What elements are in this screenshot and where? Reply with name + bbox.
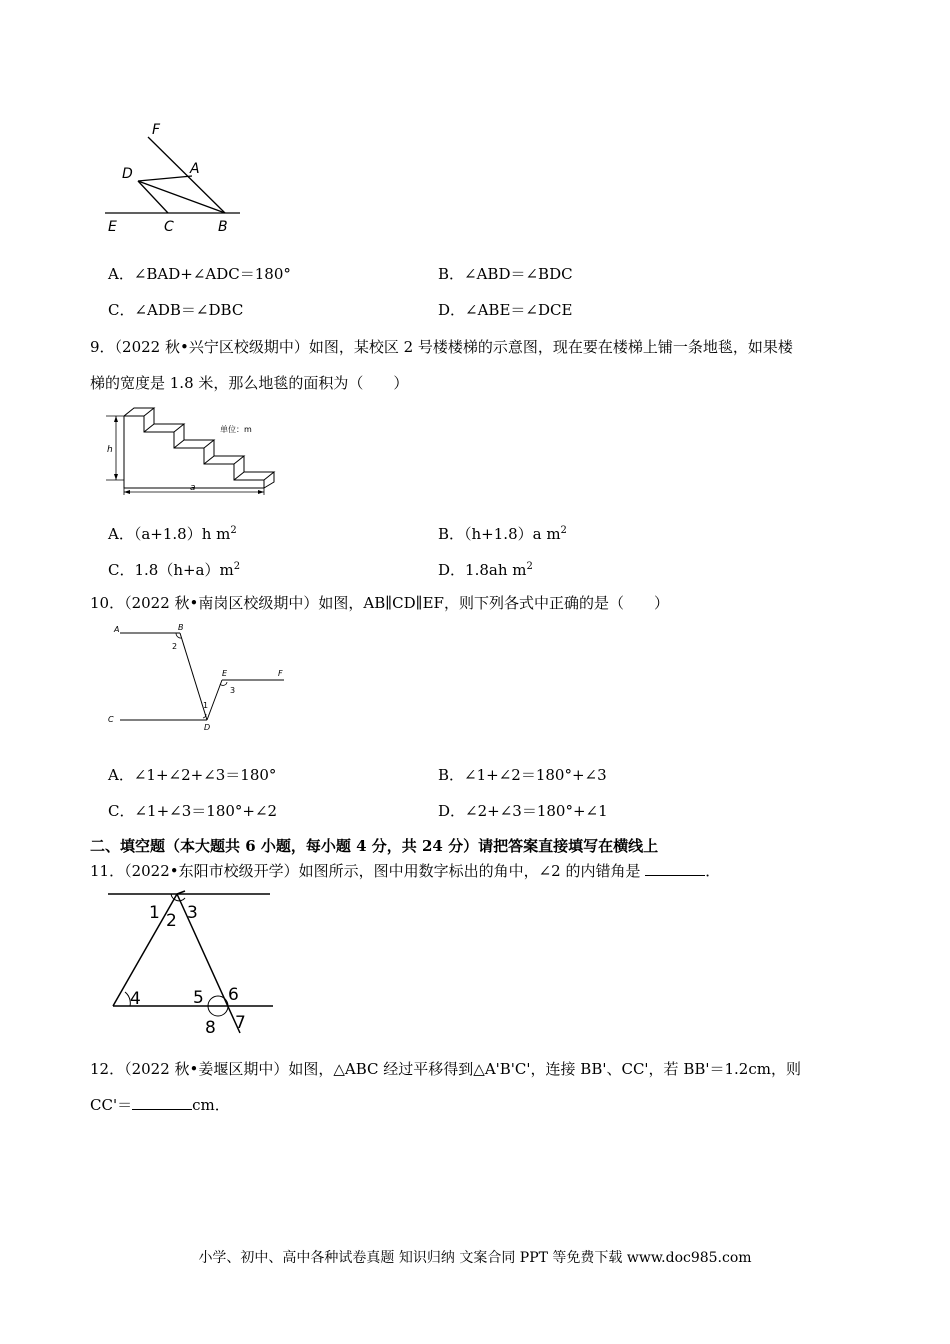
section-2-heading: 二、填空题（本大题共 6 小题，每小题 4 分，共 24 分）请把答案直接填写在横线上 (90, 837, 659, 855)
q9-stem-line1: 9．（2022 秋•兴宁区校级期中）如图，某校区 2 号楼楼梯的示意图，现在要在楼梯上铺一条地毯，如果楼 (90, 338, 793, 356)
page-footer: 小学、初中、高中各种试卷真题 知识归纳 文案合同 PPT 等免费下载 www.doc985.com (198, 1250, 752, 1266)
q9-fig-h: h (107, 445, 113, 455)
label-e: E (108, 219, 117, 235)
q10-label-2: 2 (172, 642, 178, 651)
q10-stem: 10．（2022 秋•南岗区校级期中）如图，AB∥CD∥EF，则下列各式中正确的是（ ） (90, 594, 669, 612)
q10-label-f: F (278, 669, 283, 678)
q11-figure (105, 888, 280, 1038)
q11-num-1: 1 (149, 903, 160, 923)
q11-num-8: 8 (205, 1018, 216, 1038)
q9-option-d: D．1.8ah $m^2$ (438, 561, 533, 579)
q9-stairs-figure (102, 402, 282, 497)
q12-answer-blank[interactable] (132, 1095, 192, 1110)
q10-label-3: 3 (230, 686, 236, 695)
q9-option-a: A．（a+1.8）h $m^2$ (108, 525, 237, 543)
q11-stem: 11．（2022•东阳市校级开学）如图所示，图中用数字标出的角中，∠2 的内错角是 ． (90, 862, 721, 880)
q9-option-c: C．$1.8(h+a)m^2$ (108, 561, 241, 579)
q10-label-a: A (114, 625, 120, 634)
label-d: D (122, 166, 133, 182)
q8-option-a: A．∠BAD+∠ADC＝180° (108, 265, 291, 283)
q8-option-c: C．∠ADB＝∠DBC (108, 301, 244, 319)
q10-label-e: E (222, 669, 228, 678)
q11-num-3: 3 (187, 903, 198, 923)
q10-label-1: 1 (203, 701, 209, 710)
q11-num-5: 5 (193, 988, 204, 1008)
label-c: C (164, 219, 174, 235)
q8-option-d: D．∠ABE＝∠DCE (438, 301, 573, 319)
q9-fig-a: a (190, 483, 196, 493)
q10-option-c: C．∠1+∠3＝180°+∠2 (108, 802, 278, 820)
q11-num-2: 2 (166, 911, 177, 931)
label-a: A (190, 161, 200, 177)
q10-label-d: D (204, 723, 211, 732)
q11-num-7: 7 (235, 1013, 246, 1033)
q11-num-4: 4 (130, 989, 141, 1009)
line-f-b (148, 137, 225, 213)
q10-figure (102, 620, 292, 735)
q10-option-d: D．∠2+∠3＝180°+∠1 (438, 802, 608, 820)
q12-stem-line1: 12．（2022 秋•姜堰区期中）如图，△ABC 经过平移得到△A'B'C'，连接 BB'、CC'，若 BB'＝1.2cm，则 (90, 1060, 801, 1078)
segment-d-a (138, 176, 192, 181)
q9-stem-line2: 梯的宽度是 1.8 米，那么地毯的面积为（ ） (90, 374, 409, 392)
q11-num-6: 6 (228, 985, 239, 1005)
q8-option-b: B．∠ABD＝∠BDC (438, 265, 573, 283)
q10-option-a: A．∠1+∠2+∠3＝180° (108, 766, 277, 784)
label-b: B (218, 219, 228, 235)
segment-d-c (138, 181, 168, 213)
label-f: F (152, 122, 161, 138)
q10-label-b: B (178, 623, 184, 632)
segment-d-b (138, 181, 225, 213)
q9-option-b: B．（h+1.8）a $m^2$ (438, 525, 567, 543)
q11-answer-blank[interactable] (645, 861, 705, 876)
q8-figure (100, 115, 250, 240)
q10-option-b: B．∠1+∠2＝180°+∠3 (438, 766, 607, 784)
q9-fig-unit: 单位：m (220, 425, 252, 434)
q12-stem-line2: CC'＝ cm． (90, 1096, 230, 1114)
q10-label-c: C (108, 715, 114, 724)
